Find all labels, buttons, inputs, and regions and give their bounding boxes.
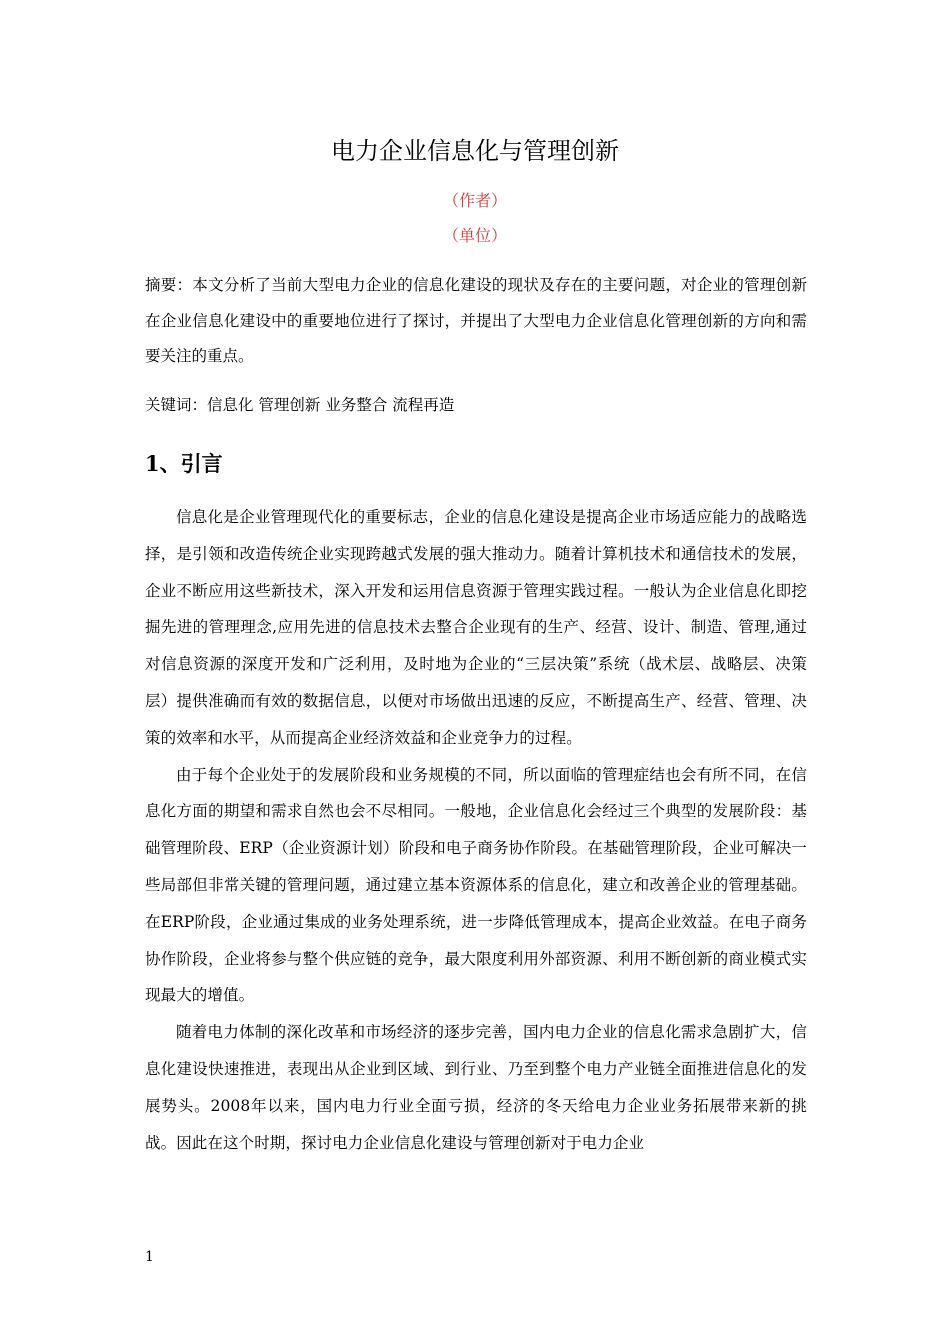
page-number: 1: [145, 1249, 154, 1265]
abstract: 摘要：本文分析了当前大型电力企业的信息化建设的现状及存在的主要问题，对企业的管理创新在企业信息化建设中的重要地位进行了探讨，并提出了大型电力企业信息化管理创新的方向和需要关注的重点。: [145, 276, 807, 365]
paragraph: 信息化是企业管理现代化的重要标志，企业的信息化建设是提高企业市场适应能力的战略选择，是引领和改造传统企业实现跨越式发展的强大推动力。随着计算机技术和通信技术的发展，企业不断应用这些新技术，深入开发和运用信息资源于管理实践过程。一般认为企业信息化即挖掘先进的管理理念,应用先进的信息技术去整合企业现有的生产、经营、设计、制造、管理,通过对信息资源的深度开发和广泛利用，及时地为企业的“三层决策”系统（战术层、战略层、决策层）提供准确而有效的数据信息，以便对市场做出迅速的反应，不断提高生产、经营、管理、决策的效率和水平，从而提高企业经济效益和企业竞争力的过程。: [145, 508, 807, 747]
paragraph: 由于每个企业处于的发展阶段和业务规模的不同，所以面临的管理症结也会有所不同，在信息化方面的期望和需求自然也会不尽相同。一般地，企业信息化会经过三个典型的发展阶段：基础管理阶段、ERP（企业资源计划）阶段和电子商务协作阶段。在基础管理阶段，企业可解决一些局部但非常关键的管理问题，通过建立基本资源体系的信息化，建立和改善企业的管理基础。在ERP阶段，企业通过集成的业务处理系统，进一步降低管理成本，提高企业效益。在电子商务协作阶段，企业将参与整个供应链的竞争，最大限度利用外部资源、利用不断创新的商业模式实现最大的增值。: [145, 765, 807, 1005]
unit-placeholder: （单位）: [442, 226, 507, 245]
keywords: 关键词：信息化 管理创新 业务整合 流程再造: [145, 396, 455, 414]
document-title: 电力企业信息化与管理创新: [331, 137, 619, 165]
paragraph: 随着电力体制的深化改革和市场经济的逐步完善，国内电力企业的信息化需求急剧扩大，信息化建设快速推进，表现出从企业到区域、到行业、乃至到整个电力产业链全面推进信息化的发展势头。2008年以来，国内电力行业全面亏损，经济的冬天给电力企业业务拓展带来新的挑战。因此在这个时期，探讨电力企业信息化建设与管理创新对于电力企业: [145, 1023, 807, 1152]
section-heading: 1、引言: [145, 451, 223, 476]
author-placeholder: （作者）: [442, 191, 507, 210]
body-text: [145, 499, 807, 1161]
